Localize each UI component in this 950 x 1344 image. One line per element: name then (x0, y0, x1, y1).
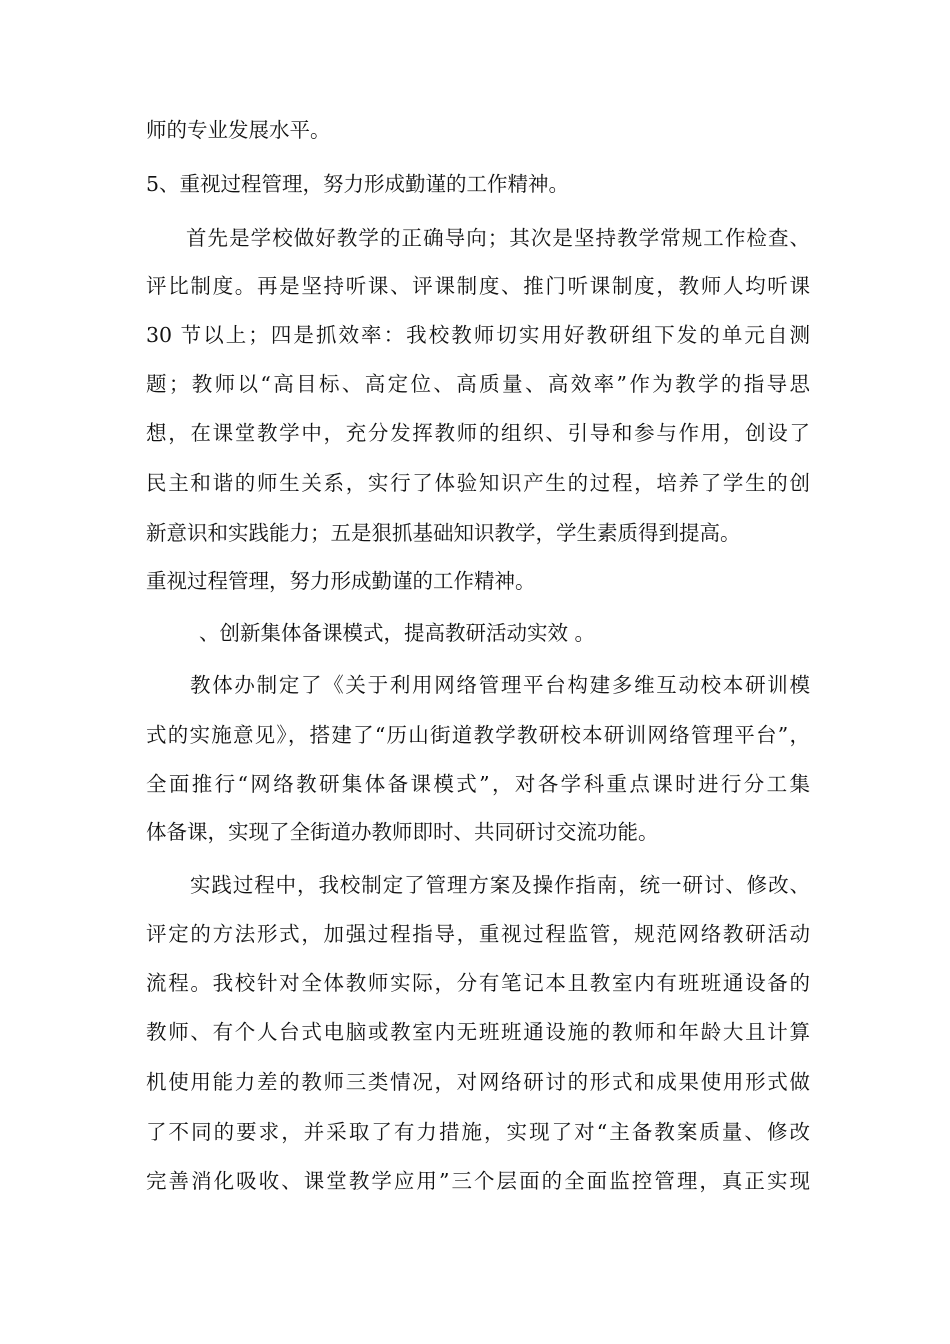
text-line: 师的专业发展水平。 (146, 118, 331, 142)
text-line: 教体办制定了《关于利用网络管理平台构建多维互动校本研训模 (190, 673, 810, 697)
text-line: 了不同的要求，并采取了有力措施，实现了对“主备教案质量、修改 (146, 1120, 810, 1144)
text-line: 教师、有个人台式电脑或教室内无班班通设施的教师和年龄大且计算 (146, 1020, 810, 1044)
text-line: 机使用能力差的教师三类情况，对网络研讨的形式和成果使用形式做 (146, 1070, 810, 1094)
text-line: 评定的方法形式，加强过程指导，重视过程监管，规范网络教研活动 (146, 922, 810, 946)
text-line: 式的实施意见》，搭建了“历山街道教学教研校本研训网络管理平台”， (146, 723, 810, 747)
text-line: 评比制度。再是坚持听课、评课制度、推门听课制度，教师人均听课 (146, 274, 810, 298)
section-heading: 、创新集体备课模式，提高教研活动实效 。 (199, 621, 596, 645)
text-line: 全面推行“网络教研集体备课模式”，对各学科重点课时进行分工集 (146, 772, 810, 796)
text-line: 重视过程管理，努力形成勤谨的工作精神。 (146, 569, 536, 593)
text-line: 题；教师以“高目标、高定位、高质量、高效率”作为教学的指导思 (146, 372, 810, 396)
text-line: 想，在课堂教学中，充分发挥教师的组织、引导和参与作用，创设了 (146, 421, 810, 445)
text-line: 30 节以上；四是抓效率：我校教师切实用好教研组下发的单元自测 (146, 323, 810, 347)
section-heading: 5、重视过程管理，努力形成勤谨的工作精神。 (146, 172, 570, 196)
text-line: 完善消化吸收、课堂教学应用”三个层面的全面监控管理，真正实现 (146, 1169, 810, 1193)
text-line: 体备课，实现了全街道办教师即时、共同研讨交流功能。 (146, 820, 659, 844)
text-line: 实践过程中，我校制定了管理方案及操作指南，统一研讨、修改、 (190, 873, 810, 897)
text-line: 民主和谐的师生关系，实行了体验知识产生的过程，培养了学生的创 (146, 471, 810, 495)
text-line: 首先是学校做好教学的正确导向；其次是坚持教学常规工作检查、 (186, 226, 810, 250)
text-line: 新意识和实践能力；五是狠抓基础知识教学，学生素质得到提高。 (146, 521, 741, 545)
text-line: 流程。我校针对全体教师实际，分有笔记本且教室内有班班通设备的 (146, 971, 810, 995)
